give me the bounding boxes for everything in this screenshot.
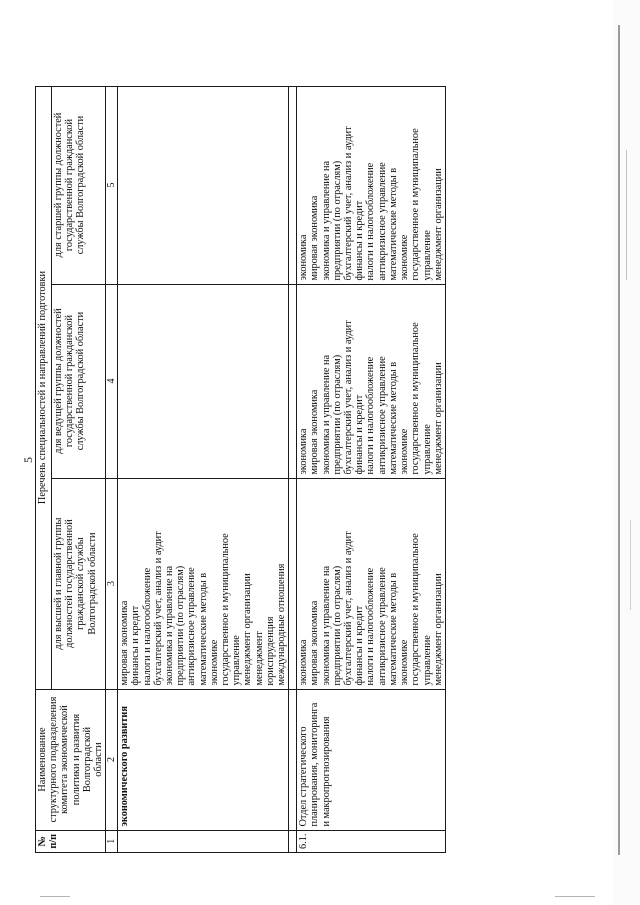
section-senior-high-list: мировая экономика финансы и кредит налоги и налогообложение бухгалтерский учет, анализ и аудит экономика и управление на предприятии (по отраслям) антикризисное управление математические методы в экономике государственное и муниципальное управление менеджмент организации менеджмент юриспруденция международные отношения [118, 478, 289, 689]
col-number: 5 [106, 86, 118, 284]
row-senior-high-list: экономика мировая экономика экономика и управление на предприятии (по отраслям) бухгалтерский учет, анализ и аудит финансы и кредит налоги и налогообложение антикризисное управление математические методы в экономике государственное и муниципальное управление менеджмент организации [297, 478, 446, 689]
col-number: 1 [106, 830, 118, 852]
section-senior-list [118, 86, 289, 284]
col-number: 4 [106, 284, 118, 478]
col-number: 3 [106, 478, 118, 689]
page-number: 5 [21, 457, 35, 463]
row-senior-list: экономика мировая экономика экономика и управление на предприятии (по отраслям) бухгалтерский учет, анализ и аудит финансы и кредит налоги и налогообложение антикризисное управление математические методы в экономике государственное и муниципальное управление менеджмент организации [297, 86, 446, 284]
header-leading: для ведущей группы должностей государственной гражданской службы Волгоградской области [52, 284, 106, 478]
row-number: 6.1. [297, 830, 446, 852]
header-senior-high: для высшей и главной группы должностей государственной гражданской службы Волгоградской области [52, 478, 106, 689]
section-leading-list [118, 284, 289, 478]
row-leading-list: экономика мировая экономика экономика и управление на предприятии (по отраслям) бухгалтерский учет, анализ и аудит финансы и кредит налоги и налогообложение антикризисное управление математические методы в экономике государственное и муниципальное управление менеджмент организации [297, 284, 446, 478]
header-row [36, 86, 52, 852]
header-num: № п/п [36, 830, 106, 852]
section-unit: экономического развития [118, 689, 289, 830]
table-row-6-1 [297, 86, 446, 852]
header-senior: для старшей группы должностей государственной гражданской службы Волгоградской области [52, 86, 106, 284]
row-unit-name: Отдел стратегического планирования, мониторинга и макропрогнозирования [297, 689, 446, 830]
header-unit: Наименование структурного подразделения комитета экономической политики и развития Волгоградской области [36, 689, 106, 830]
spacer-row [289, 86, 297, 852]
col-number: 2 [106, 689, 118, 830]
header-spec: Перечень специальностей и направлений подготовки [36, 86, 52, 689]
section-num [118, 830, 289, 852]
specialties-table [35, 86, 446, 853]
column-numbers-row [106, 86, 118, 852]
section-row [118, 86, 289, 852]
